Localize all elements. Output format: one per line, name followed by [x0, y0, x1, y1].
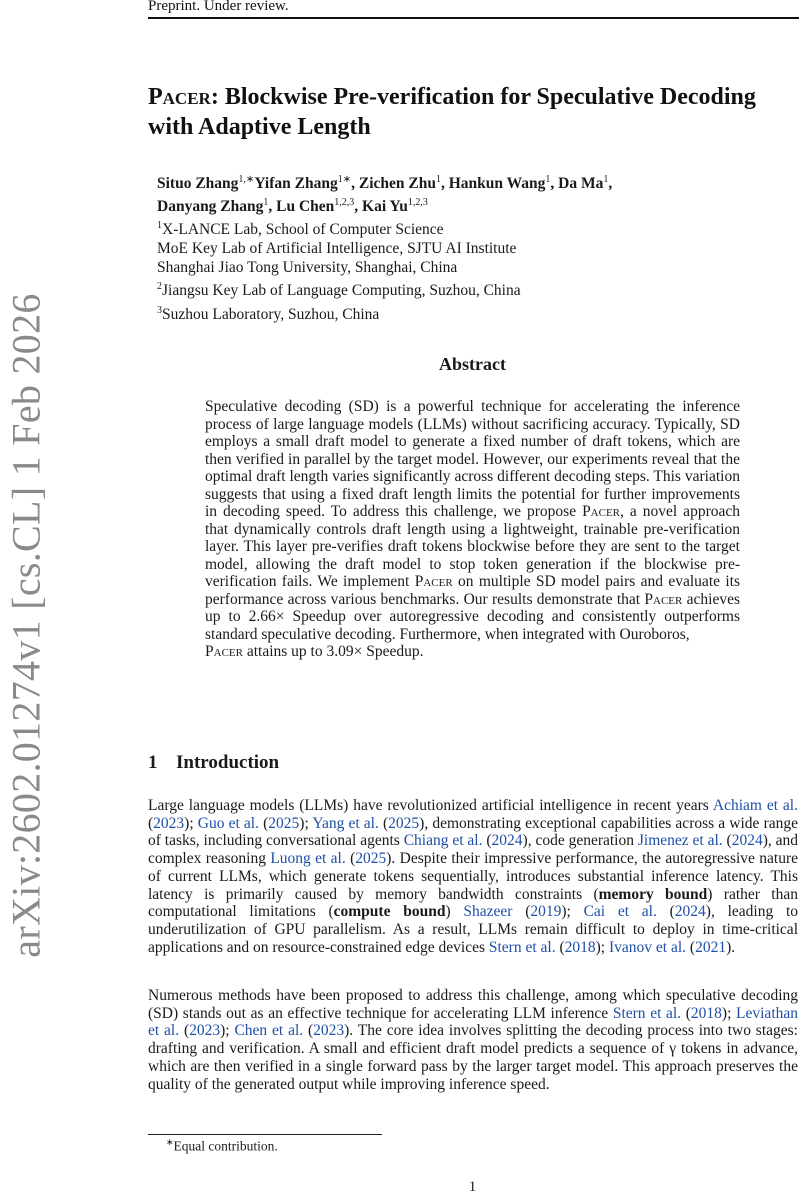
paragraph-text: ( [179, 1022, 190, 1040]
method-name: Pacer [205, 643, 243, 660]
paragraph-text: ( [686, 938, 696, 956]
section-heading [148, 752, 279, 774]
citation-link[interactable]: Yang et al. [312, 814, 379, 832]
affiliation-marker: 2 [157, 281, 162, 293]
paragraph-text: ), demonstrating exceptional capabilities across a wide range of tasks, including conversational agents [148, 814, 798, 850]
citation-link[interactable]: Luong et al. [270, 850, 346, 868]
abstract-text: attains up to 3.09× Speedup. [242, 643, 424, 660]
paragraph-text: Large language models (LLMs) have revolutionized artificial intelligence in recent years [148, 797, 713, 814]
author-name: Kai Yu [362, 198, 408, 216]
citation-link[interactable]: Ivanov et al. [608, 938, 687, 956]
paragraph-text: ); [561, 903, 584, 921]
title-method-name: Pacer [148, 84, 211, 110]
title-rest: : Blockwise Pre-verification for Speculative Decoding [210, 84, 756, 110]
citation-link[interactable]: 2024 [674, 903, 706, 921]
paragraph-text: ( [681, 1004, 691, 1022]
author-affiliation-marker: 1 [435, 174, 441, 185]
paragraph-text: ( [345, 850, 356, 868]
arxiv-sidebar [0, 292, 54, 958]
abstract-text: on multiple SD model pairs and evaluate its performance across various benchmarks. Our results demonstrate that [205, 573, 740, 608]
author-affiliation-marker: 1,2,3 [334, 197, 355, 209]
affiliation-line [157, 216, 717, 239]
citation-link[interactable]: 2023 [189, 1022, 221, 1040]
author-separator: , [608, 175, 613, 193]
affiliation-marker: 1 [157, 220, 162, 232]
author-affiliation-marker: 1∗ [337, 174, 352, 185]
footnote-text: Equal contribution. [173, 1138, 278, 1154]
citation-link[interactable]: Achiam et al. [712, 797, 798, 814]
paragraph-text: ); [220, 1022, 235, 1040]
abstract-body [205, 398, 740, 661]
footnote-marker: ∗ [166, 1137, 174, 1147]
author-separator: , [354, 198, 363, 216]
section-title: Introduction [176, 752, 280, 773]
author-affiliation-marker: 1,2,3 [407, 197, 428, 209]
paragraph-text: ); [721, 1004, 737, 1022]
citation-link[interactable]: 2018 [564, 938, 596, 956]
author-name: Danyang Zhang [157, 198, 264, 216]
affiliation-line [157, 239, 717, 258]
author-separator: , [351, 175, 359, 193]
affiliation-text: MoE Key Lab of Artificial Intelligence, SJTU AI Institute [157, 240, 517, 258]
paper-title [148, 82, 798, 142]
citation-link[interactable]: 2024 [491, 832, 523, 850]
citation-link[interactable]: Stern et al. [612, 1004, 682, 1022]
citation-link[interactable]: Leviathan et al. [148, 1004, 799, 1040]
author-separator: , [268, 198, 277, 216]
author-block [157, 170, 717, 324]
emphasis-term: memory bound [598, 885, 708, 903]
paragraph-text: ( [722, 832, 732, 850]
paragraph-text: ); [299, 814, 313, 832]
author-affiliation-marker: 1,∗ [238, 174, 255, 185]
paragraph-text: ( [555, 938, 565, 956]
citation-link[interactable]: Cai et al. [583, 903, 657, 921]
author-names [157, 170, 717, 216]
citation-link[interactable]: 2019 [530, 903, 562, 921]
paragraph-text: ( [378, 814, 389, 832]
author-separator: , [550, 175, 559, 193]
affiliations [157, 216, 717, 323]
citation-link[interactable]: 2021 [695, 938, 727, 956]
author-name: Da Ma [558, 175, 604, 193]
paragraph-text: ), leading to underutilization of GPU parallelism. As a result, LLMs remain difficult to deploy in time-critical applications and on resource-constrained edge devices [148, 903, 798, 956]
paragraph-text: ( [656, 903, 675, 921]
page-number: 1 [468, 1179, 477, 1195]
citation-link[interactable]: Chiang et al. [403, 832, 483, 850]
citation-link[interactable]: Jimenez et al. [637, 832, 723, 850]
title-line2: with Adaptive Length [148, 114, 371, 140]
citation-link[interactable]: 2025 [388, 814, 420, 832]
paragraph-text: ( [512, 903, 531, 921]
paragraph-text: ) [445, 903, 464, 921]
citation-link[interactable]: 2018 [690, 1004, 722, 1022]
intro-paragraph-1 [148, 797, 798, 956]
paragraph-text: ), and complex reasoning [148, 832, 798, 868]
paragraph-text: Numerous methods have been proposed to address this challenge, among which speculative decoding (SD) stands out as an effective technique for accelerating LLM inference [148, 987, 798, 1022]
author-name: Hankun Wang [448, 175, 546, 193]
affiliation-text: Suzhou Laboratory, Suzhou, China [162, 305, 380, 323]
paragraph-text: ); [595, 938, 609, 956]
abstract-text: achieves up to 2.66× Speedup over autoregressive decoding and consistently outperforms standard speculative decoding. Furthermore, when integrated with Ouroboros, [205, 590, 740, 643]
citation-link[interactable]: Chen et al. [234, 1022, 304, 1040]
paragraph-text: ( [259, 814, 269, 832]
section-number: 1 [148, 752, 158, 773]
author-separator: , [440, 175, 449, 193]
affiliation-line [157, 301, 717, 324]
paragraph-text: ( [482, 832, 492, 850]
citation-link[interactable]: 2024 [731, 832, 763, 850]
abstract-heading: Abstract [439, 354, 506, 374]
citation-link[interactable]: Guo et al. [197, 814, 259, 832]
running-head: Preprint. Under review. [148, 0, 289, 14]
paragraph-text: ). Despite their impressive performance, the autoregressive nature of current LLMs, which generate tokens sequentially, introduces substantial inference latency. This latency is primarily caused by memory bandwidth constraints ( [148, 850, 798, 903]
intro-paragraph-2 [148, 987, 798, 1093]
paragraph-text: ); [184, 814, 198, 832]
method-name: Pacer [582, 503, 621, 520]
author-affiliation-marker: 1 [603, 174, 609, 185]
method-name: Pacer [644, 590, 683, 608]
method-name: Pacer [414, 573, 453, 590]
paragraph-text: ). [726, 938, 736, 956]
author-name: Lu Chen [276, 198, 335, 216]
affiliation-text: Jiangsu Key Lab of Language Computing, Suzhou, China [162, 282, 521, 300]
author-name: Zichen Zhu [358, 175, 436, 193]
arxiv-identifier: arXiv:2602.01274v1 [cs.CL] 1 Feb 2026 [3, 292, 49, 958]
author-name: Yifan Zhang [254, 175, 338, 193]
footnote-rule [148, 1134, 382, 1135]
paragraph-text: ), code generation [522, 832, 638, 850]
citation-link[interactable]: 2023 [313, 1022, 345, 1040]
affiliation-text: X-LANCE Lab, School of Computer Science [162, 221, 444, 239]
abstract-text: Speculative decoding (SD) is a powerful technique for accelerating the inference process of large language models (LLMs) without sacrificing accuracy. Typically, SD employs a small draft model to generate a fixed number of draft tokens, which are then verified in parallel by the target model. However, our experiments reveal that the optimal draft length varies significantly across different decoding steps. This variation suggests that using a fixed draft length limits the potential for further improvements in decoding speed. To address this challenge, we propose [205, 398, 740, 520]
citation-link[interactable]: Stern et al. [488, 938, 556, 956]
citation-link[interactable]: 2023 [153, 814, 185, 832]
affiliation-marker: 3 [157, 304, 162, 316]
affiliation-text: Shanghai Jiao Tong University, Shanghai, China [157, 259, 458, 277]
author-affiliation-marker: 1 [545, 174, 551, 185]
paragraph-text: ( [148, 814, 154, 832]
citation-link[interactable]: 2025 [268, 814, 300, 832]
author-name: Situo Zhang [157, 175, 239, 193]
paragraph-text: ). The core idea involves splitting the decoding process into two stages: drafting and verification. A small and efficient draft model predicts a sequence of γ tokens in advance, which are then verified in a single forward pass by the larger target model. This approach preserves the quality of the generated output while improving inference speed. [148, 1022, 798, 1093]
footnote [166, 1137, 278, 1155]
citation-link[interactable]: 2025 [355, 850, 387, 868]
affiliation-line [157, 258, 717, 277]
author-affiliation-marker: 1 [263, 197, 269, 209]
citation-link[interactable]: Shazeer [463, 903, 513, 921]
abstract-text: , a novel approach that dynamically controls draft length using a lightweight, trainable pre-verification layer. This layer pre-verifies draft tokens blockwise before they are sent to the target model, allowing the draft model to stop token generation if the blockwise pre-verification fails. We implement [205, 503, 740, 590]
affiliation-line [157, 277, 717, 300]
paragraph-text: ( [303, 1022, 314, 1040]
emphasis-term: compute bound [333, 903, 446, 921]
paragraph-text: ) rather than computational limitations ( [148, 885, 798, 921]
